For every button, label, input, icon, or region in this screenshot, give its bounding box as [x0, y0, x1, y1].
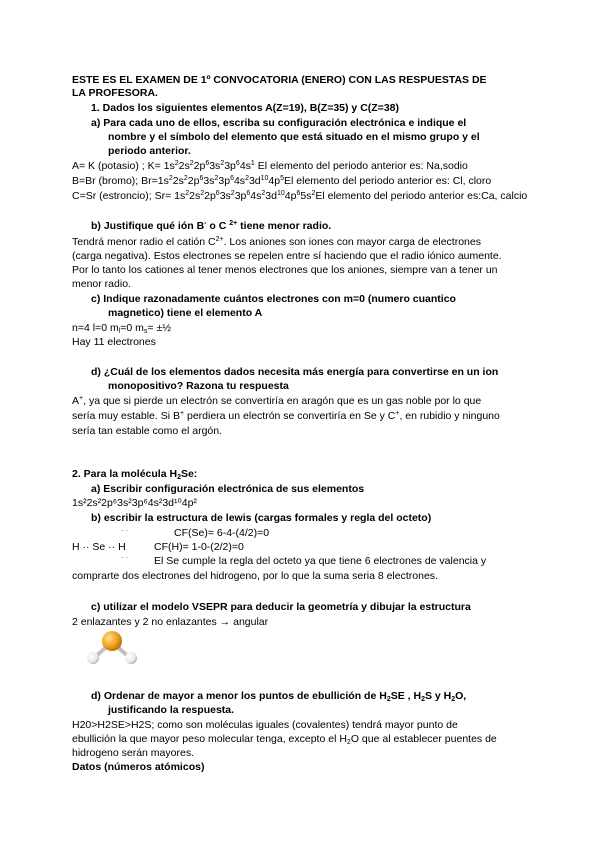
q1a-line1: a) Para cada uno de ellos, escriba su configuración electrónica e indique el	[91, 117, 467, 129]
q1a-answer-A: A= K (potasio) ; $K= 1s^22s^22p^63s^23p^64s^1$ El elemento del periodo anterior es: Na,sodio	[72, 160, 468, 172]
exam-title-line1: ESTE ES EL EXAMEN DE 1º CONVOCATORIA (ENERO) CON LAS RESPUESTAS DE	[72, 74, 487, 86]
lewis-lone-pair-top: ··	[121, 526, 131, 535]
q2d-answer-line2: ebullición la que mayor peso molecular tenga, excepto el $H_2O$ que al establecer puentes de	[72, 733, 497, 746]
q2a-answer: 1s²2s²2p⁶3s²3p⁶4s²3d¹⁰4p²	[72, 497, 197, 509]
lewis-lone-pair-bottom: ··	[121, 553, 131, 562]
formal-charge-se: CF(Se)= 6-4-(4/2)=0	[174, 527, 270, 539]
q1a-line3: periodo anterior.	[108, 145, 191, 157]
q1d-line1: d) ¿Cuál de los elementos dados necesita más energía para convertirse en un ion	[91, 366, 499, 378]
exam-title-line2: LA PROFESORA.	[72, 87, 158, 99]
selenium-atom	[102, 631, 122, 651]
q1b-title: b) Justifique qué ión B- o C $^{2+}$ tiene menor radio.	[91, 220, 332, 232]
q1b-answer-line2: (carga negativa). Estos electrones se repelen entre sí haciendo que el radio iónico aumente.	[72, 250, 502, 262]
q2d-answer-line3: hidrogeno serán mayores.	[72, 747, 194, 759]
q2c-answer: 2 enlazantes y 2 no enlazantes → angular	[72, 616, 269, 628]
q2d-line2: justificando la respuesta.	[108, 704, 235, 716]
q2c-title: c) utilizar el modelo VSEPR para deducir la geometría y dibujar la estructura	[91, 601, 471, 613]
q1a-line2: nombre y el símbolo del elemento que está situado en el mismo grupo y el	[108, 131, 480, 143]
q1a-answer-C: C=Sr (estroncio); $Sr= 1s^22s^22p^63s^23p^64s^23d^{10}4p^65s^2El$ elemento del periodo anterior es:Ca, calcio	[72, 190, 528, 202]
lewis-structure: H ·· Se ·· H	[72, 541, 126, 553]
q1c-line1: c) Indique razonadamente cuántos electrones con m=0 (numero cuantico	[91, 293, 456, 305]
q1d-answer-line1: A+, ya que si pierde un electrón se convertiría en aragón que es un gas noble por lo que	[72, 395, 482, 407]
q1a-answer-B: B=Br (bromo); $Br=1s^22s^22p^63s^23p^64s^23d^{10}4p^5El$ elemento del periodo anterior es: Cl, cloro	[72, 175, 492, 187]
q2-title: 2. Para la molécula $H_2Se$:	[72, 468, 198, 481]
q1c-answer: Hay 11 electrones	[72, 336, 156, 348]
q1-title: 1. Dados los siguientes elementos A(Z=19), B(Z=35) y C(Z=38)	[91, 102, 399, 114]
q2b-explanation-line1: El Se cumple la regla del octeto ya que tiene 6 electrones de valencia y	[154, 555, 487, 567]
q1b-answer-line1: Tendrá menor radio el catión $C^{2+}$. Los aniones son iones con mayor carga de electrones	[72, 236, 481, 248]
q1d-line2: monopositivo? Razona tu respuesta	[108, 380, 289, 392]
q2d-line1: d) Ordenar de mayor a menor los puntos de ebullición de $H_2SE$ , $H_2S$ y $H_2O$,	[91, 690, 467, 703]
q1c-quantum-numbers: n=4 l=0 $m_l=0$ $m_s=$ ±½	[72, 322, 171, 335]
q2b-title: b) escribir la estructura de lewis (cargas formales y regla del octeto)	[91, 512, 432, 524]
h2se-molecule-image	[82, 628, 142, 668]
q1b-answer-line3: Por lo tanto los cationes al tener menos electrones que los aniones, siempre van a tener un	[72, 264, 498, 276]
q2a-title: a) Escribir configuración electrónica de sus elementos	[91, 483, 365, 495]
q2b-explanation-line2: comprarte dos electrones del hidrogeno, por lo que la suma seria 8 electrones.	[72, 570, 438, 582]
hydrogen-atom-left	[87, 652, 99, 664]
q2d-answer-line1: H20>H2SE>H2S; como son moléculas iguales (covalentes) tendrá mayor punto de	[72, 719, 458, 731]
q1b-answer-line4: menor radio.	[72, 278, 131, 290]
q1d-answer-line2: sería muy estable. Si B+ perdiera un electrón se convertiría en Se y C+, en rubidio y ninguno	[72, 410, 500, 422]
data-atomic-numbers-heading: Datos (números atómicos)	[72, 761, 205, 773]
q1d-answer-line3: sería tan estable como el argón.	[72, 425, 223, 437]
q1c-line2: magnetico) tiene el elemento A	[108, 307, 263, 319]
formal-charge-h: CF(H)= 1-0-(2/2)=0	[154, 541, 244, 553]
hydrogen-atom-right	[125, 652, 137, 664]
